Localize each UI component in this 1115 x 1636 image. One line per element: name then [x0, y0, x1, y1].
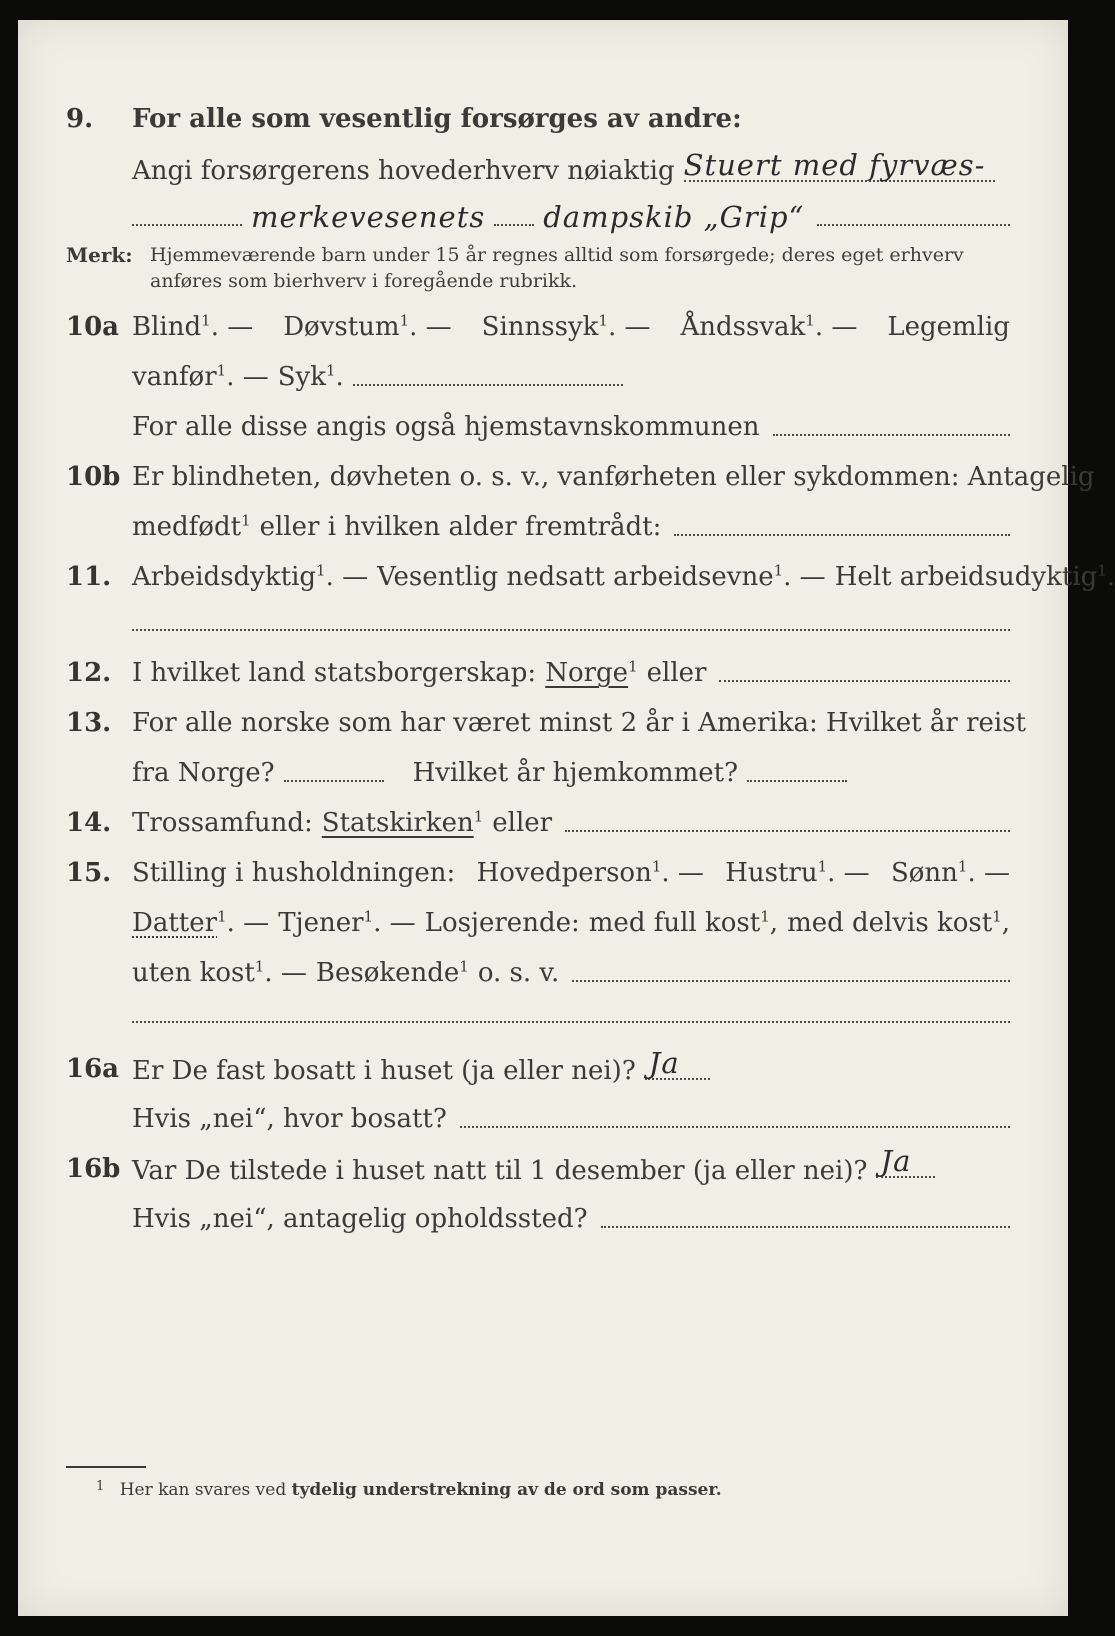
question-16b-line-2-label: Hvis „nei“, antagelig opholdssted?: [132, 1204, 588, 1234]
or-label: eller: [492, 808, 553, 838]
question-13-reist: fra Norge?: [132, 758, 275, 788]
question-number: 15.: [66, 858, 112, 888]
handwritten-answer: Stuert med fyrvæs-: [684, 150, 996, 182]
option-statskirken-underlined: Statskirken: [321, 808, 474, 838]
footnote-mark: 1: [96, 1479, 105, 1494]
question-number: 11.: [66, 562, 112, 592]
option-udyktig: Helt arbeidsudyktig: [834, 562, 1098, 592]
question-12-label: I hvilket land statsborgerskap:: [132, 658, 537, 688]
hjemstavn-prompt: For alle disse angis også hjemstavnskommunen: [132, 412, 760, 442]
handwritten-answer-ja: Ja: [645, 1048, 710, 1080]
question-13-line-1: For alle norske som har været minst 2 år i Amerika: Hvilket år reist: [132, 708, 1026, 738]
note-line-2: anføres som bierhverv i foregående rubrikk.: [150, 270, 578, 292]
question-14-label: Trossamfund:: [132, 808, 313, 838]
option-hustru: Hustru: [725, 858, 818, 888]
footnote: [96, 1480, 722, 1500]
note-label: Merk:: [66, 243, 133, 267]
option-datter-underlined: Datter: [132, 908, 218, 938]
handwritten-answer: dampskib „Grip“: [543, 200, 805, 234]
option-syk: Syk: [277, 362, 326, 392]
footnote-rule: [66, 1466, 146, 1468]
handwritten-answer: merkevesenets: [251, 200, 486, 234]
question-15-label: Stilling i husholdningen:: [132, 858, 456, 888]
footnote-text-b: tydelig understrekning av de ord som passer.: [291, 1480, 722, 1500]
option-nedsatt: Vesentlig nedsatt arbeidsevne: [377, 562, 774, 592]
answer-line: [132, 628, 1010, 631]
option-sinnssyk: Sinnssyk: [481, 312, 599, 342]
option-tjener: Tjener: [278, 908, 364, 938]
census-form-page: 9. For alle som vesentlig forsørges av andre: Angi forsørgerens hovederhverv nøiaktig Stuert med fyrvæs- merkevesenets dampskib „Grip“ Merk: Hjemmeværende barn under 15 år regnes alltid som forsørgede; deres eget erhverv anføres som bierhverv i foregående rubrikk. 10a Blind$^1$. — Døvstum$^1$. — Sinnssyk$^1$. — Åndssvak$^1$. — Legemlig vanfør$^1$. — Syk$^1$. For alle disse angis også hjemstavnskommunen 10b Er blindheten, døvheten o. s. v., vanførheten eller sykdommen: Antagelig medfødt$^1$ eller i hvilken alder fremtrådt: 11. Arbeidsdyktig$^1$. — Vesentlig nedsatt arbeidsevne$^1$. — Helt arbeidsudyktig$^1$. 12. I hvilket land statsborgerskap: Norge$^1$ eller 13. For alle norske som har været minst 2 år i Amerika: Hvilket år reist fra Norge? Hvilket år hjemkommet? 14. Trossamfund: Statskirken$^1$ eller 15. Stilling i husholdningen: Hovedperson$^1$. — Hustru$^1$. — Sønn$^1$. — Datter$^1$. — Tjener$^1$. — Losjerende: med full kost$^1$, med delvis kost$^1$, uten kost$^1$. — Besøkende$^1$ o. s. v. 16a Er De fast bosatt i huset (ja eller nei)? Ja Hvis „nei“, hvor bosatt? 16b Var De tilstede i huset natt til 1 desember (ja eller nei)? Ja Hvis „nei“, antagelig opholdssted? $^1$ Her kan svares ved tydelig understrekning av de ord som passer.: [18, 20, 1068, 1616]
question-9-prompt: Angi forsørgerens hovederhverv nøiaktig: [132, 156, 675, 186]
question-16a-line-1: Er De fast bosatt i huset (ja eller nei)?: [132, 1056, 636, 1086]
option-uten-kost: uten kost: [132, 958, 255, 988]
option-blind: Blind: [132, 312, 202, 342]
option-besokende: Besøkende: [315, 958, 460, 988]
option-delvis-kost: med delvis kost: [787, 908, 993, 938]
option-legemlig: Legemlig: [887, 312, 1010, 342]
question-number: 13.: [66, 708, 112, 738]
question-9-title: For alle som vesentlig forsørges av andre:: [132, 104, 742, 134]
question-10b-line-1: Er blindheten, døvheten o. s. v., vanførheten eller sykdommen: Antagelig: [132, 462, 1095, 492]
option-sonn: Sønn: [890, 858, 958, 888]
option-arbeidsdyktig: Arbeidsdyktig: [132, 562, 317, 592]
or-label: eller: [646, 658, 707, 688]
question-13-hjemkommet: Hvilket år hjemkommet?: [412, 758, 739, 788]
question-16b-line-1: Var De tilstede i huset natt til 1 desember (ja eller nei)?: [132, 1156, 868, 1186]
question-number: 10a: [66, 312, 120, 342]
answer-line: [132, 1020, 1010, 1023]
option-full-kost: med full kost: [588, 908, 761, 938]
option-dovstum: Døvstum: [283, 312, 400, 342]
option-medfodt: medfødt: [132, 512, 242, 542]
option-hovedperson: Hovedperson: [476, 858, 652, 888]
handwritten-answer-ja: Ja: [876, 1146, 935, 1178]
question-number: 16a: [66, 1054, 120, 1084]
question-16a-line-2-label: Hvis „nei“, hvor bosatt?: [132, 1104, 447, 1134]
option-vanfor: vanfør: [132, 362, 217, 392]
question-number: 9.: [66, 104, 94, 134]
footnote-text-a: Her kan svares ved: [119, 1480, 287, 1500]
question-number: 16b: [66, 1154, 121, 1184]
question-number: 14.: [66, 808, 112, 838]
question-number: 12.: [66, 658, 112, 688]
option-losjerende: Losjerende:: [424, 908, 580, 938]
option-osv: o. s. v.: [477, 958, 560, 988]
note-line-1: Hjemmeværende barn under 15 år regnes alltid som forsørgede; deres eget erhverv: [150, 244, 964, 266]
question-10b-alder: eller i hvilken alder fremtrådt:: [259, 512, 662, 542]
option-norge-underlined: Norge: [545, 658, 629, 688]
question-number: 10b: [66, 462, 121, 492]
option-andssvak: Åndssvak: [680, 312, 806, 342]
